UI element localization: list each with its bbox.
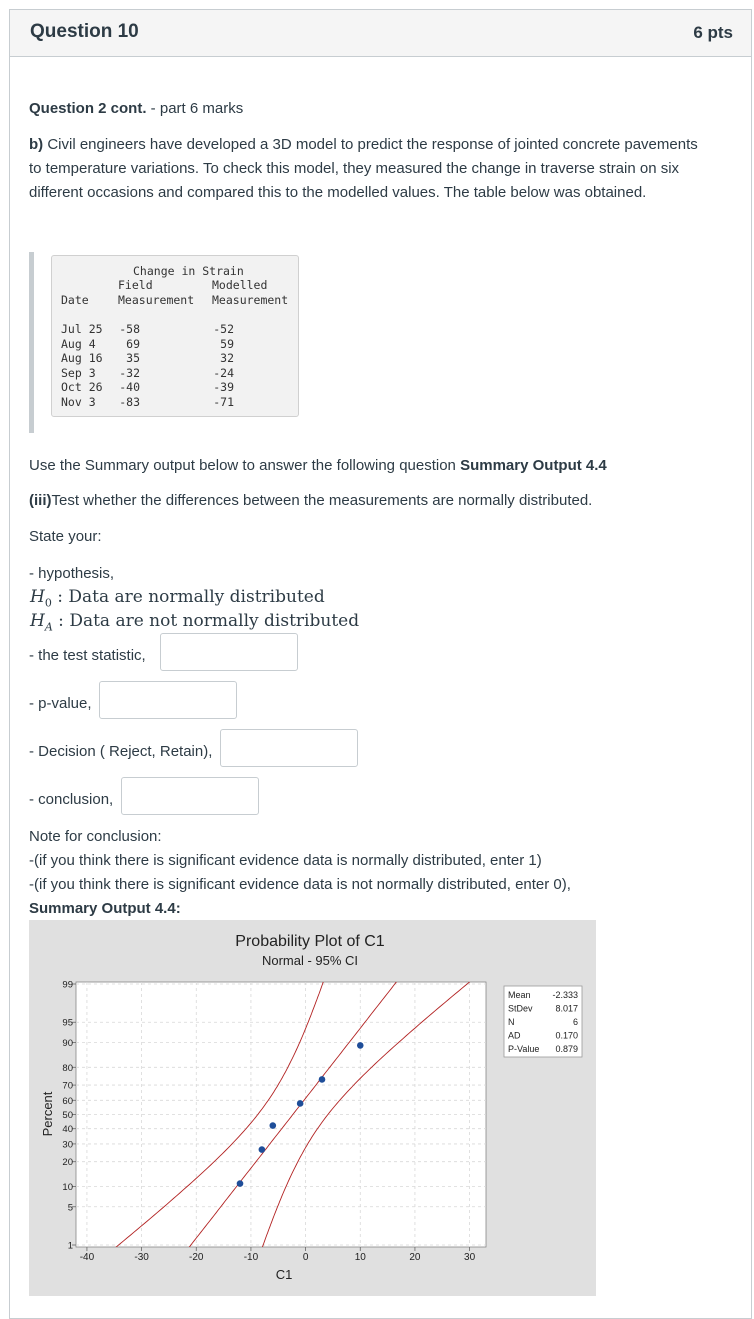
y-tick-label: 50 bbox=[62, 1110, 73, 1121]
intro-heading-rest: - part 6 marks bbox=[146, 100, 244, 117]
stats-label: N bbox=[508, 1017, 515, 1027]
y-axis-label: Percent bbox=[40, 1091, 55, 1137]
table-cell-date: Jul 25 bbox=[61, 322, 103, 336]
table-cell-field: 35 bbox=[126, 351, 140, 365]
question-title: Question 10 bbox=[30, 21, 139, 42]
table-header-measurement-2: Measurement bbox=[212, 293, 289, 307]
table-cell-field: -58 bbox=[119, 322, 140, 336]
x-tick-label: -30 bbox=[134, 1252, 149, 1263]
state-your-text: State your: bbox=[29, 528, 102, 545]
stats-value: 0.170 bbox=[555, 1030, 578, 1041]
table-header-modelled: Modelled bbox=[212, 278, 268, 292]
table-cell-field: -32 bbox=[119, 365, 140, 380]
y-tick-label: 30 bbox=[62, 1139, 73, 1151]
chart-subtitle: Normal - 95% CI bbox=[261, 953, 359, 968]
table-cell-date: Oct 26 bbox=[61, 380, 103, 394]
y-tick-label: 1 bbox=[67, 1240, 73, 1252]
table-cell-field: -83 bbox=[119, 394, 140, 409]
stats-label: Mean bbox=[508, 990, 531, 1000]
ha-symbol: H bbox=[30, 611, 45, 631]
x-tick-label: -10 bbox=[243, 1252, 259, 1263]
y-tick-label: 80 bbox=[62, 1062, 73, 1074]
stats-value: 6 bbox=[572, 1017, 578, 1027]
data-point bbox=[297, 1100, 304, 1107]
table-cell-model: 59 bbox=[220, 336, 234, 351]
table-header-field: Field bbox=[118, 278, 153, 292]
stats-label: AD bbox=[508, 1030, 521, 1041]
table-cell-model: -52 bbox=[213, 322, 234, 336]
table-title: Change in Strain bbox=[133, 264, 244, 278]
question-points: 6 pts bbox=[693, 23, 733, 42]
note-line-2: -(if you think there is significant evidence data is not normally distributed, enter 0), bbox=[29, 876, 571, 893]
stats-label: StDev bbox=[508, 1003, 533, 1014]
part-b-line-2: to temperature variations. To check this model, they measured the change in traverse strain on six bbox=[29, 160, 680, 177]
stats-value: 0.879 bbox=[555, 1044, 578, 1054]
hypothesis-label: - hypothesis, bbox=[29, 565, 115, 582]
decision-label: - Decision ( Reject, Retain), bbox=[29, 743, 213, 760]
use-summary-lead: Use the Summary output below to answer the following question bbox=[29, 457, 461, 474]
x-tick-label: -20 bbox=[189, 1252, 204, 1263]
ha-subscript: A bbox=[44, 620, 53, 634]
y-tick-label: 70 bbox=[62, 1080, 73, 1092]
chart-title: Probability Plot of C1 bbox=[235, 933, 385, 950]
data-point bbox=[357, 1042, 364, 1049]
y-tick-label: 99 bbox=[62, 979, 73, 991]
stats-value: -2.333 bbox=[552, 990, 578, 1000]
table-cell-field: 69 bbox=[126, 336, 140, 351]
x-tick-label: 10 bbox=[354, 1252, 366, 1263]
note-title: Note for conclusion: bbox=[29, 828, 162, 845]
part-iii-rest: Test whether the differences between the measurements are normally distributed. bbox=[51, 492, 593, 509]
h0-subscript: 0 bbox=[44, 596, 52, 610]
h0-text: : Data are normally distributed bbox=[51, 587, 325, 607]
p-value-label: - p-value, bbox=[29, 695, 92, 712]
use-summary-ref: Summary Output 4.4 bbox=[460, 457, 607, 474]
table-cell-field: -40 bbox=[119, 380, 140, 394]
table-cell-model: -71 bbox=[213, 394, 234, 409]
x-tick-label: 20 bbox=[409, 1252, 421, 1263]
stats-label: P-Value bbox=[508, 1044, 540, 1054]
part-b-label: b) bbox=[29, 136, 44, 153]
table-cell-model: 32 bbox=[220, 351, 234, 365]
part-b-line-1: Civil engineers have developed a 3D model to predict the response of jointed concrete pavements bbox=[47, 136, 698, 153]
table-cell-model: -24 bbox=[213, 365, 234, 380]
intro-heading-bold: Question 2 cont. bbox=[29, 100, 147, 117]
table-cell-date: Sep 3 bbox=[61, 365, 96, 380]
conclusion-label: - conclusion, bbox=[29, 791, 114, 808]
test-statistic-label: - the test statistic, bbox=[29, 647, 146, 664]
table-header-measurement-1: Measurement bbox=[118, 293, 195, 307]
y-tick-label: 60 bbox=[62, 1095, 73, 1107]
part-iii-label: (iii) bbox=[29, 492, 52, 509]
x-tick-label: -40 bbox=[79, 1252, 95, 1263]
table-cell-date: Aug 4 bbox=[61, 336, 96, 351]
data-point bbox=[237, 1180, 244, 1187]
y-tick-label: 90 bbox=[62, 1038, 73, 1050]
stats-value: 8.017 bbox=[555, 1003, 578, 1014]
table-header-date: Date bbox=[61, 293, 89, 307]
note-line-1: -(if you think there is significant evidence data is normally distributed, enter 1) bbox=[29, 852, 542, 869]
table-cell-date: Nov 3 bbox=[61, 394, 96, 409]
x-tick-label: 0 bbox=[302, 1252, 309, 1263]
data-point bbox=[259, 1146, 266, 1153]
summary-output-heading: Summary Output 4.4: bbox=[29, 900, 181, 917]
table-cell-model: -39 bbox=[213, 380, 234, 394]
part-b-line-3: different occasions and compared this to the modelled values. The table below was obtained. bbox=[29, 184, 647, 201]
y-tick-label: 40 bbox=[62, 1124, 73, 1136]
data-point bbox=[319, 1076, 326, 1083]
x-axis-label: C1 bbox=[275, 1267, 293, 1282]
y-tick-label: 5 bbox=[67, 1202, 73, 1214]
y-tick-label: 20 bbox=[62, 1157, 73, 1169]
ha-text: : Data are not normally distributed bbox=[52, 611, 360, 631]
y-tick-label: 95 bbox=[62, 1017, 73, 1029]
h0-symbol: H bbox=[30, 587, 45, 607]
y-tick-label: 10 bbox=[62, 1181, 73, 1193]
x-tick-label: 30 bbox=[464, 1252, 476, 1263]
table-cell-date: Aug 16 bbox=[61, 351, 103, 365]
data-point bbox=[270, 1122, 277, 1129]
